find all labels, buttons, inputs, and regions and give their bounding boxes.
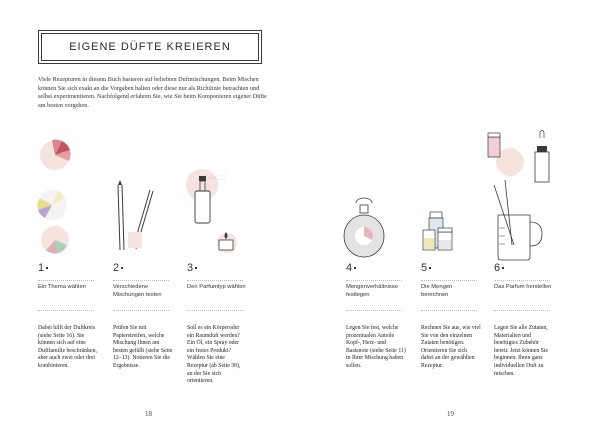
step-number: 1 — [38, 262, 98, 274]
step-label: Den Parfumtyp wählen — [187, 284, 246, 290]
page-number-left: 18 — [145, 410, 152, 418]
step-desc: Prüfen Sie mit Papierstreifen, welche Mischung Ihnen am besten gefällt (siehe Seite 12–13). Notieren Sie die Ergebnisse. — [113, 325, 173, 369]
jars-icon — [423, 212, 452, 250]
step-label: Ein Thema wählen — [38, 284, 86, 290]
page-number-right: 19 — [447, 410, 454, 418]
step-number: 2 — [113, 262, 173, 274]
step-desc: Legen Sie fest, welche prozentualen Anteile Kopf-, Herz- und Basisnote (siehe Seite 11) in Ihrer Mischung haben sollen. — [346, 325, 406, 369]
paper-strips-icon — [118, 180, 153, 250]
step-number: 5 — [421, 262, 481, 274]
spray-bottle-icon — [186, 169, 237, 253]
perfume-flask-icon — [344, 198, 384, 257]
beaker-icon — [488, 131, 549, 261]
step-number: 6 — [494, 262, 554, 274]
title-box — [38, 30, 262, 64]
step-desc: Rechnen Sie aus, wie viel Sie von den einzelnen Zutaten benötigen. Orientieren Sie sich dabei an der gewählten Rezeptur. — [421, 325, 481, 369]
intro-text: Viele Rezepturen in diesem Buch basieren auf beliebten Duftmischungen. Beim Mischen können Sie sich exakt an die Vorgaben halten oder diese nur als Richtlinie betrachten und selbst experimentieren. Nachfolgend erfahren Sie, wie Sie beim Komponieren eigener Düfte am besten vorgehen. — [38, 76, 267, 109]
page-title: EIGENE DÜFTE KREIEREN — [69, 41, 231, 53]
step-number: 3 — [187, 262, 247, 274]
step-2 — [113, 262, 173, 371]
step-3 — [187, 262, 247, 386]
step-label: Die Mengen berechnen — [421, 284, 453, 298]
step-desc: Legen Sie alle Zutaten, Materialien und benötigtes Zubehör bereit. Jetzt können Sie beginnen. Ihren ganz individuellen Duft zu mischen. — [494, 325, 549, 377]
step-number: 4 — [346, 262, 406, 274]
step-desc: Dabei hilft der Duftkreis (siehe Seite 16). Sie können sich auf eine Duftfamilie beschränken, aber auch zwei oder drei kombinieren. — [38, 325, 97, 369]
step-label: Das Parfum herstellen — [494, 284, 552, 290]
step-5 — [421, 262, 481, 371]
step-1 — [38, 262, 98, 371]
step-4 — [346, 262, 406, 371]
step-label: Mengenverhältnisse festlegen — [346, 284, 398, 298]
step-desc: Soll es ein Körperoder ein Raumduft werden? Ein Öl, ein Spray oder ein festes Produkt? Wählen Sie eine Rezeptur (ab Seite 30), an der Sie sich orientieren. — [187, 325, 241, 385]
step-6 — [494, 262, 554, 378]
scent-wheel-icon — [37, 140, 71, 254]
step-label: Verschiedene Mischungen testen — [113, 284, 162, 298]
